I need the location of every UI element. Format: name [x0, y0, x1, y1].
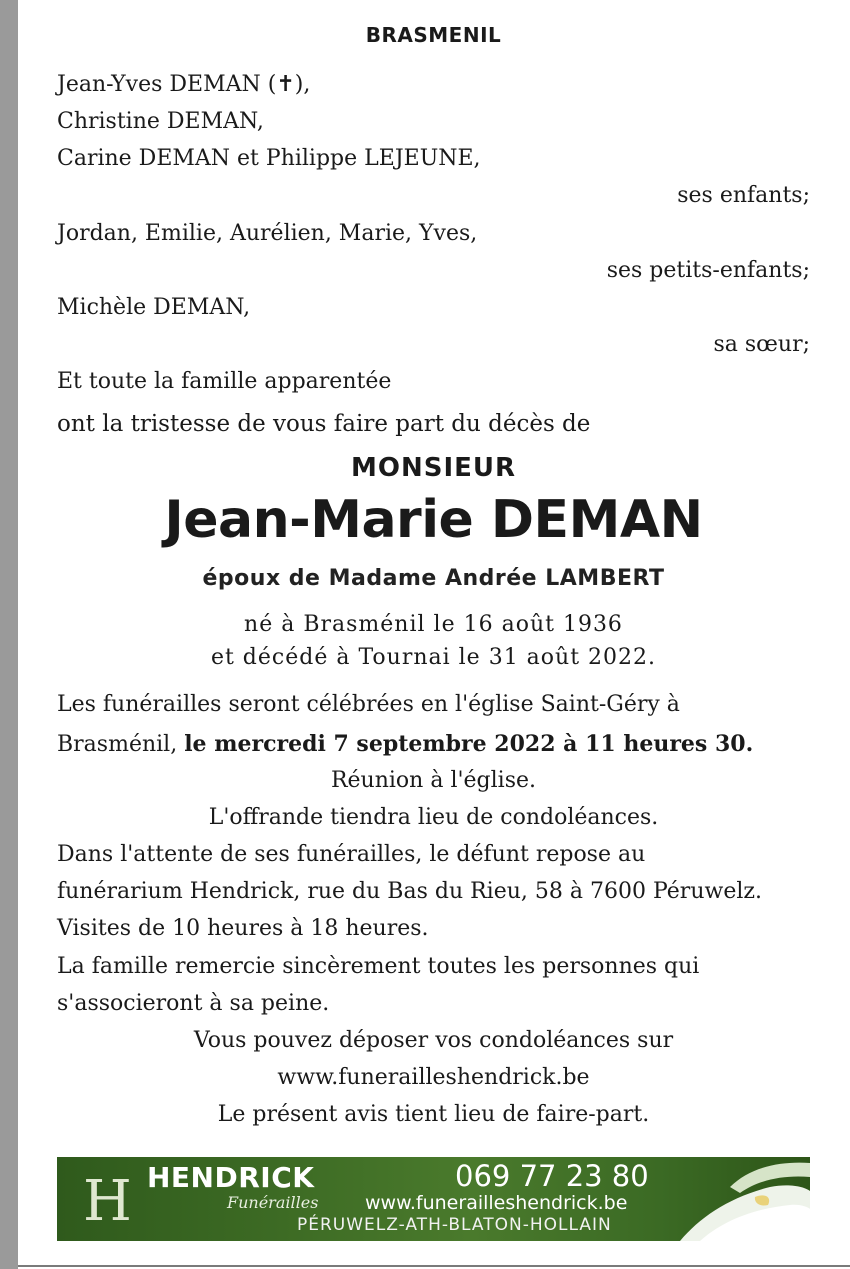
funeral-home-logo: H [83, 1169, 132, 1234]
grandchildren-list: Jordan, Emilie, Aurélien, Marie, Yves, [57, 221, 478, 246]
bottom-divider [18, 1265, 850, 1267]
funeral-home-phone: 069 77 23 80 [455, 1159, 649, 1193]
meeting-line: Réunion à l'église. [330, 768, 537, 793]
funeral-line-1: Les funérailles seront célébrées en l'église Saint-Géry à [57, 692, 680, 717]
thanks-line-1: La famille remercie sincèrement toutes les personnes qui [57, 954, 700, 979]
place-heading: BRASMENIL [365, 23, 502, 47]
death-line: et décédé à Tournai le 31 août 2022. [210, 645, 657, 670]
children-label: ses enfants; [677, 183, 810, 208]
funeral-home-towns: PÉRUWELZ-ATH-BLATON-HOLLAIN [297, 1215, 612, 1235]
relatives-line: Et toute la famille apparentée [57, 369, 392, 394]
deceased-title: MONSIEUR [350, 453, 517, 483]
deceased-name: Jean-Marie DEMAN [164, 490, 703, 550]
family-member-3: Carine DEMAN et Philippe LEJEUNE, [57, 146, 481, 171]
funeral-home-banner[interactable] [57, 1157, 810, 1241]
left-margin-bar [0, 0, 18, 1269]
condolences-url[interactable]: www.funerailleshendrick.be [277, 1065, 590, 1090]
spouse-line: époux de Madame Andrée LAMBERT [202, 566, 665, 591]
rest-line-1: Dans l'attente de ses funérailles, le défunt repose au [57, 842, 646, 867]
visits-line: Visites de 10 heures à 18 heures. [57, 916, 429, 941]
funeral-date: le mercredi 7 septembre 2022 à 11 heures 30. [184, 731, 754, 757]
grandchildren-label: ses petits-enfants; [606, 258, 810, 283]
funeral-place: Brasménil, [57, 732, 185, 757]
sister-name: Michèle DEMAN, [57, 295, 251, 320]
rest-line-2: funérarium Hendrick, rue du Bas du Rieu, 58 à 7600 Péruwelz. [57, 879, 762, 904]
family-member-1: Jean-Yves DEMAN (✝), [57, 72, 311, 97]
notice-line: Le présent avis tient lieu de faire-part. [217, 1102, 650, 1127]
funeral-line-2 [57, 729, 753, 760]
family-member-2: Christine DEMAN, [57, 109, 264, 134]
announcement-line: ont la tristesse de vous faire part du décès de [57, 411, 591, 437]
lily-flower-icon [660, 1157, 810, 1241]
offering-line: L'offrande tiendra lieu de condoléances. [208, 805, 659, 830]
condolences-line: Vous pouvez déposer vos condoléances sur [193, 1028, 674, 1053]
thanks-line-2: s'associeront à sa peine. [57, 991, 330, 1016]
sister-label: sa sœur; [713, 332, 810, 357]
funeral-home-name: HENDRICK [147, 1161, 315, 1194]
funeral-home-subtitle: Funérailles [227, 1193, 319, 1212]
birth-line: né à Brasménil le 16 août 1936 [244, 612, 623, 637]
funeral-home-website[interactable]: www.funerailleshendrick.be [365, 1192, 628, 1214]
